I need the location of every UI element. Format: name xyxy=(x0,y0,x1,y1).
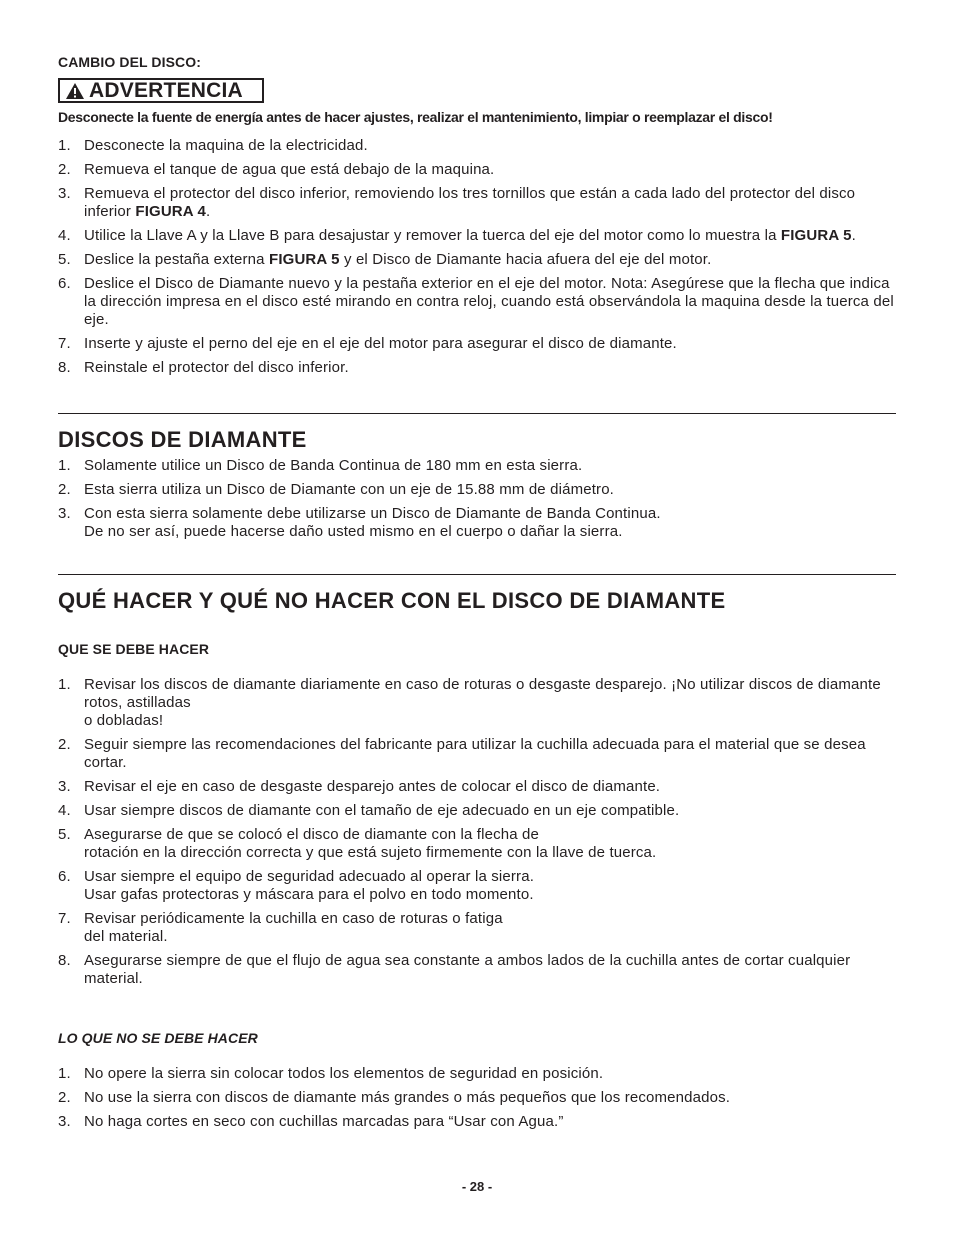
divider xyxy=(58,574,896,575)
list-item xyxy=(58,335,896,353)
list-item-text-part: Deslice la pestaña externa xyxy=(84,251,269,268)
figure-reference: FIGURA 4 xyxy=(135,203,207,220)
list-item-text: Usar siempre el equipo de seguridad adecuado al operar la sierra. Usar gafas protectoras y máscara para el polvo en todo momento. xyxy=(84,868,535,903)
list-item-number: 2. xyxy=(58,736,71,753)
list-item xyxy=(58,736,896,772)
list-item xyxy=(58,1089,896,1107)
list-item-number: 4. xyxy=(58,802,71,819)
list-item-text: Revisar el eje en caso de desgaste desparejo antes de colocar el disco de diamante. xyxy=(84,778,661,795)
list-item-text-part: Utilice la Llave A y la Llave B para desajustar y remover la tuerca del eje del motor como lo muestra la xyxy=(84,227,781,244)
list-item xyxy=(58,275,896,329)
list-item-text-part: Desconecte la maquina de la electricidad. xyxy=(84,137,368,154)
list-item-text xyxy=(84,335,896,353)
list-item xyxy=(58,481,896,499)
warning-text: Desconecte la fuente de energía antes de hacer ajustes, realizar el mantenimiento, limpiar o reemplazar el disco! xyxy=(58,109,773,125)
list-item xyxy=(58,161,896,179)
section-title-discos-diamante: DISCOS DE DIAMANTE xyxy=(58,427,307,452)
list-item-text-part: Inserte y ajuste el perno del eje en el eje del motor para asegurar el disco de diamante. xyxy=(84,335,677,352)
steps-list-dont xyxy=(58,1065,896,1137)
list-item xyxy=(58,952,896,988)
list-item-text: Esta sierra utiliza un Disco de Diamante con un eje de 15.88 mm de diámetro. xyxy=(84,481,614,498)
steps-list-cambio-disco xyxy=(58,137,896,383)
list-item xyxy=(58,1113,896,1131)
list-item-number: 2. xyxy=(58,481,71,498)
page-number: - 28 - xyxy=(461,1179,493,1194)
list-item-number: 5. xyxy=(58,826,71,843)
list-item-number: 1. xyxy=(58,137,71,154)
list-item-number: 2. xyxy=(58,161,71,178)
list-item-number: 8. xyxy=(58,952,71,969)
list-item-text xyxy=(84,227,896,245)
list-item-text xyxy=(84,275,896,329)
list-item-text: No use la sierra con discos de diamante más grandes o más pequeños que los recomendados. xyxy=(84,1089,731,1106)
list-item-number: 3. xyxy=(58,505,71,522)
list-item-text-part: Remueva el protector del disco inferior, removiendo los tres tornillos que están a cada lado del protector del disco inferior xyxy=(84,185,856,220)
list-item-number: 6. xyxy=(58,275,71,292)
list-item-text: Solamente utilice un Disco de Banda Continua de 180 mm en esta sierra. xyxy=(84,457,583,474)
list-item-text xyxy=(84,137,896,155)
warning-label: ADVERTENCIA xyxy=(89,79,243,102)
list-item-text-part: . xyxy=(851,227,856,244)
list-item-number: 5. xyxy=(58,251,71,268)
list-item-text: Asegurarse de que se colocó el disco de diamante con la flecha de rotación en la dirección correcta y que está sujeto firmemente con la llave de tuerca. xyxy=(84,826,657,861)
list-item xyxy=(58,1065,896,1083)
list-item-number: 7. xyxy=(58,335,71,352)
list-item xyxy=(58,826,896,862)
divider xyxy=(58,413,896,414)
list-item-number: 2. xyxy=(58,1089,71,1106)
list-item xyxy=(58,868,896,904)
warning-box xyxy=(58,78,264,103)
list-item-number: 8. xyxy=(58,359,71,376)
section-title-que-hacer: QUÉ HACER Y QUÉ NO HACER CON EL DISCO DE DIAMANTE xyxy=(58,588,726,613)
list-item-number: 7. xyxy=(58,910,71,927)
list-item xyxy=(58,359,896,377)
list-item-text xyxy=(84,161,896,179)
list-item-number: 1. xyxy=(58,1065,71,1082)
steps-list-discos-diamante xyxy=(58,457,896,547)
list-item-number: 1. xyxy=(58,676,71,693)
list-item-number: 4. xyxy=(58,227,71,244)
list-item-text: No opere la sierra sin colocar todos los elementos de seguridad en posición. xyxy=(84,1065,604,1082)
list-item-text: Revisar los discos de diamante diariamente en caso de roturas o desgaste desparejo. ¡No utilizar discos de diamante rotos, astilladas o dobladas! xyxy=(84,676,881,729)
list-item-text-part: Remueva el tanque de agua que está debajo de la maquina. xyxy=(84,161,495,178)
list-item-number: 3. xyxy=(58,778,71,795)
warning-triangle-icon xyxy=(65,82,85,100)
list-item xyxy=(58,802,896,820)
list-item-text xyxy=(84,185,896,221)
list-item-text: No haga cortes en seco con cuchillas marcadas para “Usar con Agua.” xyxy=(84,1113,564,1130)
list-item xyxy=(58,505,896,541)
section-heading-cambio-disco: CAMBIO DEL DISCO: xyxy=(58,54,201,70)
list-item xyxy=(58,676,896,730)
list-item xyxy=(58,457,896,475)
list-item-number: 3. xyxy=(58,185,71,202)
list-item xyxy=(58,910,896,946)
list-item xyxy=(58,185,896,221)
list-item-text: Usar siempre discos de diamante con el tamaño de eje adecuado en un eje compatible. xyxy=(84,802,680,819)
list-item-number: 1. xyxy=(58,457,71,474)
list-item-text-part: . xyxy=(206,203,211,220)
list-item xyxy=(58,251,896,269)
list-item-text-part: Deslice el Disco de Diamante nuevo y la pestaña exterior en el eje del motor. Nota: Asegúrese que la flecha que indica la dirección impresa en el disco esté mirando en contra reloj, cuando está observándola la maquina desde la tuerca del eje. xyxy=(84,275,894,328)
list-item-text: Con esta sierra solamente debe utilizarse un Disco de Diamante de Banda Continua. De no ser así, puede hacerse daño usted mismo en el cuerpo o dañar la sierra. xyxy=(84,505,661,540)
list-item-text: Revisar periódicamente la cuchilla en caso de roturas o fatiga del material. xyxy=(84,910,503,945)
list-item-text-part: Reinstale el protector del disco inferior. xyxy=(84,359,349,376)
list-item-text xyxy=(84,359,896,377)
steps-list-do xyxy=(58,676,896,994)
list-item xyxy=(58,137,896,155)
list-item-number: 3. xyxy=(58,1113,71,1130)
list-item xyxy=(58,778,896,796)
list-item-text: Asegurarse siempre de que el flujo de agua sea constante a ambos lados de la cuchilla antes de cortar cualquier material. xyxy=(84,952,851,987)
list-item xyxy=(58,227,896,245)
figure-reference: FIGURA 5 xyxy=(780,227,852,244)
figure-reference: FIGURA 5 xyxy=(269,251,340,268)
subheading-que-se-debe-hacer: QUE SE DEBE HACER xyxy=(58,641,210,657)
list-item-number: 6. xyxy=(58,868,71,885)
list-item-text: Seguir siempre las recomendaciones del fabricante para utilizar la cuchilla adecuada para el material que se desea cortar. xyxy=(84,736,866,771)
list-item-text-part: y el Disco de Diamante hacia afuera del eje del motor. xyxy=(339,251,712,268)
list-item-text xyxy=(84,251,896,269)
subheading-lo-que-no-se-debe-hacer: LO QUE NO SE DEBE HACER xyxy=(58,1030,258,1046)
